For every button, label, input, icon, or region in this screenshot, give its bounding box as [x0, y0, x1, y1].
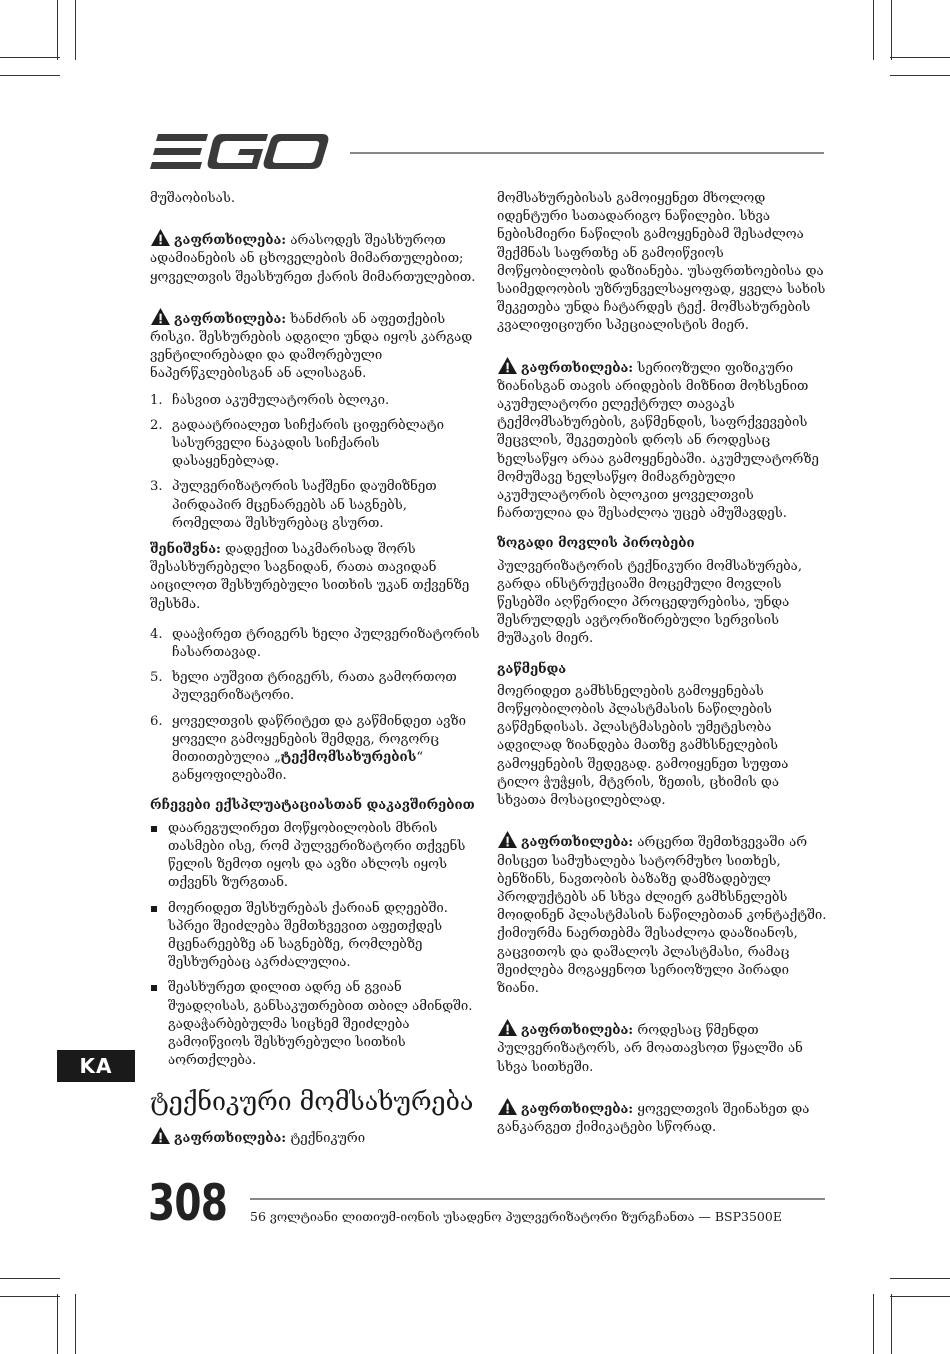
warning-label: გაფრთხილება: — [521, 1023, 634, 1039]
bullet-icon — [151, 985, 157, 991]
tip-text: დაარეგულირეთ მოწყობილობის მხრის თასმები ისე, რომ პულვერიზატორი თქვენს წელის ზემოთ იყოს და ავზი ახლოს იყოს თქვენს ზურგთან. — [168, 820, 466, 891]
step-number: 1. — [150, 392, 163, 408]
section-title: ტექნიკური მომსახურება — [150, 1087, 474, 1117]
bullet-icon — [151, 906, 157, 912]
crop-mark — [57, 0, 58, 60]
crop-mark — [0, 57, 60, 58]
page-number: 308 — [148, 1174, 228, 1232]
warning-label: გაფრთხილება: — [174, 1131, 287, 1147]
tips-heading: რჩევები ექსპლუატაციასთან დაკავშირებით — [150, 798, 475, 814]
note-text: დადექით საკმარისად შორს შესასხურებელი საგნიდან, რათა თავიდან აიცილოთ შესხურებული სითხის უკან თქვენზე შესხმა. — [150, 542, 470, 612]
crop-mark — [873, 1294, 874, 1354]
crop-mark — [75, 0, 76, 60]
warning-block — [497, 1018, 827, 1077]
list-item — [150, 820, 480, 893]
list-item — [150, 900, 480, 973]
step-number: 5. — [150, 670, 163, 686]
list-item — [150, 392, 480, 410]
right-column — [497, 190, 827, 1145]
warning-text: არცერთ შემთხვევაში არ მისცეთ სამუხალება სატორმუხო სითხეს, ბენზინს, ნავთობის ბაზაზე დამზადებულ პროდუქტებს ან სხვა ძლიერ გამხსნელებს მოიდინენ პლასტმასის ნაწილებთან კონტაქტში. ქიმიურმა ნაერთებმა შესაძლოა დააზიანოს, გაცვითოს და დაშალოს პლასტმასი, რამაც შეიძლება მოგაყენოთ სერიოზული პირადი ზიანი. — [497, 835, 827, 996]
warning-text: ხანძრის ან აფეთქების რისკი. შესხურების ადგილი უნდა იყოს კარგად ვენტილირებადი და დაშორებული ნაპერწკლებისგან ან ალისაგან. — [150, 311, 473, 382]
warning-icon — [497, 356, 518, 375]
warning-text: არასოდეს შეასხუროთ ადამიანების ან ცხოველების მიმართულებით; ყოველთვის შეასხურეთ ქარის მიმართულებით. — [150, 233, 476, 285]
warning-label: გაფრთხილება: — [521, 1101, 634, 1117]
subsection-heading: ზოგადი მოვლის პირობები — [497, 536, 695, 552]
list-item — [150, 478, 480, 533]
note-label: შენიშვნა: — [150, 542, 221, 558]
step-number: 6. — [150, 713, 163, 729]
tips-list — [150, 820, 480, 1071]
header-rule — [350, 152, 824, 154]
warning-label: გაფრთხილება: — [521, 360, 634, 376]
paragraph: მუშაობისას. — [150, 191, 236, 206]
warning-block — [497, 830, 827, 998]
warning-icon — [497, 1097, 518, 1116]
warning-block — [497, 356, 827, 524]
crop-mark — [891, 1294, 892, 1354]
warning-label: გაფრთხილება: — [521, 835, 634, 851]
warning-block — [150, 228, 480, 287]
step-text: ყოველთვის დაწრიტეთ და გაწმინდეთ ავზი ყოველი გამოყენების შემდეგ, როგორც მითითებულია „ — [172, 713, 466, 766]
tip-text: შეასხურეთ დილით ადრე ან გვიან შუადღისას, განსაკუთრებით თბილ ამინდში. გადაჭარბებულმა სიცხემ შეიძლება გამოიწვიოს შესხურებული სითხის აორთქლება. — [168, 980, 473, 1069]
list-item — [150, 417, 480, 472]
paragraph: მოერიდეთ გამხსნელების გამოყენებას მოწყობილობის პლასტმასის ნაწილების გაწმენდისას. პლასტმასების უმეტესობა ადვილად ზიანდება მათზე გამხსნელების გამოყენების შედეგად. გამოიყენეთ სუფთა ტილო ჭუჭყის, მტვრის, ზეთის, ცხიმის და სხვათა მოსაცილებლად. — [497, 683, 789, 809]
step-text: პულვერიზატორის საქშენი დაუმიზნეთ პირდაპირ მცენარეებს ან საგნებს, რომელთა შესხურებაც გსურთ. — [172, 479, 437, 531]
step-text: “ განყოფილებაში. — [172, 750, 424, 784]
bullet-icon — [151, 826, 157, 832]
language-tab: KA — [57, 1050, 135, 1082]
step-text: ხელი აუშვით ტრიგერს, რათა გამორთოთ პულვერიზატორი. — [172, 670, 457, 704]
warning-icon — [150, 228, 171, 247]
warning-label: გაფრთხილება: — [174, 233, 287, 249]
list-item — [150, 713, 480, 786]
list-item — [150, 979, 480, 1070]
warning-text: სერიოზული ფიზიკური ზიანისგან თავის არიდების მიზნით მოხსენით აკუმულატორი ელექტრულ თავაკს ტექმომსახურების, გაწმენდის, საფრქვევების შეცვლის, შეკეთების დროს ან როდესაც ხელსაწყო არაა გამოყენებაში. აკუმულატორზე მომუშავე ხელსაწყო მიმაგრებული აკუმულატორის ბლოკით ყოველთვის ჩართულია და შესაძლოა უცებ ამუშავდეს. — [497, 360, 819, 522]
warning-text: ტექნიკური — [286, 1131, 366, 1147]
warning-text: ყოველთვის შეინახეთ და განკარგეთ ქიმიკატები სწორად. — [497, 1101, 810, 1135]
crop-mark — [873, 0, 874, 60]
step-number: 4. — [150, 626, 163, 642]
crop-mark — [890, 57, 950, 58]
footer-rule — [250, 1198, 825, 1200]
note-block — [150, 541, 480, 614]
paragraph: მომსახურებისას გამოიყენეთ მხოლოდ იდენტური სათადარიგო ნაწილები. სხვა ნებისმიერი ნაწილის გამოყენებამ შესაძლოა შექმნას საფრთხე ან გამოიწვიოს მოწყობილობის დაზიანება. უსაფრთხოებისა და საიმედოობის უზრუნველსაყოფად, ყველა სახის შეკეთება უნდა ჩატარდეს ტექ. მომსახურების კვალიფიციური სპეციალისტის მიერ. — [497, 191, 826, 334]
left-column — [150, 190, 480, 1157]
warning-text: როდესაც წმენდთ პულვერიზატორს, არ მოათავსოთ წყალში ან სხვა სითხეში. — [497, 1023, 803, 1075]
warning-block — [150, 307, 480, 384]
crop-mark — [0, 1278, 60, 1279]
list-item — [150, 669, 480, 705]
warning-block — [497, 1097, 827, 1137]
crop-mark — [0, 1296, 60, 1297]
crop-mark — [0, 75, 60, 76]
warning-icon — [497, 1018, 518, 1037]
warning-icon — [497, 830, 518, 849]
footer-text: 56 ვოლტიანი ლითიუმ-იონის უსადენო პულვერიზატორი ზურგჩანთა — BSP3500E — [250, 1209, 782, 1224]
steps-list — [150, 626, 480, 786]
step-text: გადაატრიალეთ სიჩქარის ციფერბლატი სასურველი ნაკადის სიჩქარის დასაყენებლად. — [172, 417, 445, 470]
crop-mark — [57, 1294, 58, 1354]
ego-logo — [150, 132, 330, 172]
warning-icon — [150, 1126, 171, 1145]
crop-mark — [890, 1296, 950, 1297]
steps-list — [150, 392, 480, 533]
step-text-bold: ტექმომსახურების — [280, 750, 417, 766]
step-number: 3. — [150, 479, 163, 495]
warning-label: გაფრთხილება: — [174, 311, 287, 327]
crop-mark — [891, 0, 892, 60]
crop-mark — [75, 1294, 76, 1354]
step-text: ჩასვით აკუმულატორის ბლოკი. — [172, 392, 390, 408]
step-text: დააჭირეთ ტრიგერს ხელი პულვერიზატორის ჩასართავად. — [172, 626, 480, 661]
tip-text: მოერიდეთ შესხურებას ქარიან დღეებში. სპრეი შეიძლება შემთხვევით აფეთქდეს მცენარეებზე ან საგნებზე, რომლებზე შესხურებაც აკრძალულია. — [168, 900, 448, 971]
paragraph: პულვერიზატორის ტექნიკური მომსახურება, გარდა ინსტრუქციაში მოცემული მოვლის წესებში აღწერილი პროცედურებისა, უნდა შესრულდეს ავტორიზირებული სერვისის მუშაკის მიერ. — [497, 558, 803, 647]
crop-mark — [890, 1278, 950, 1279]
list-item — [150, 626, 480, 662]
warning-icon — [150, 307, 171, 326]
warning-block — [150, 1126, 480, 1148]
step-number: 2. — [150, 417, 163, 433]
subsection-heading: გაწმენდა — [497, 661, 567, 677]
crop-mark — [890, 75, 950, 76]
